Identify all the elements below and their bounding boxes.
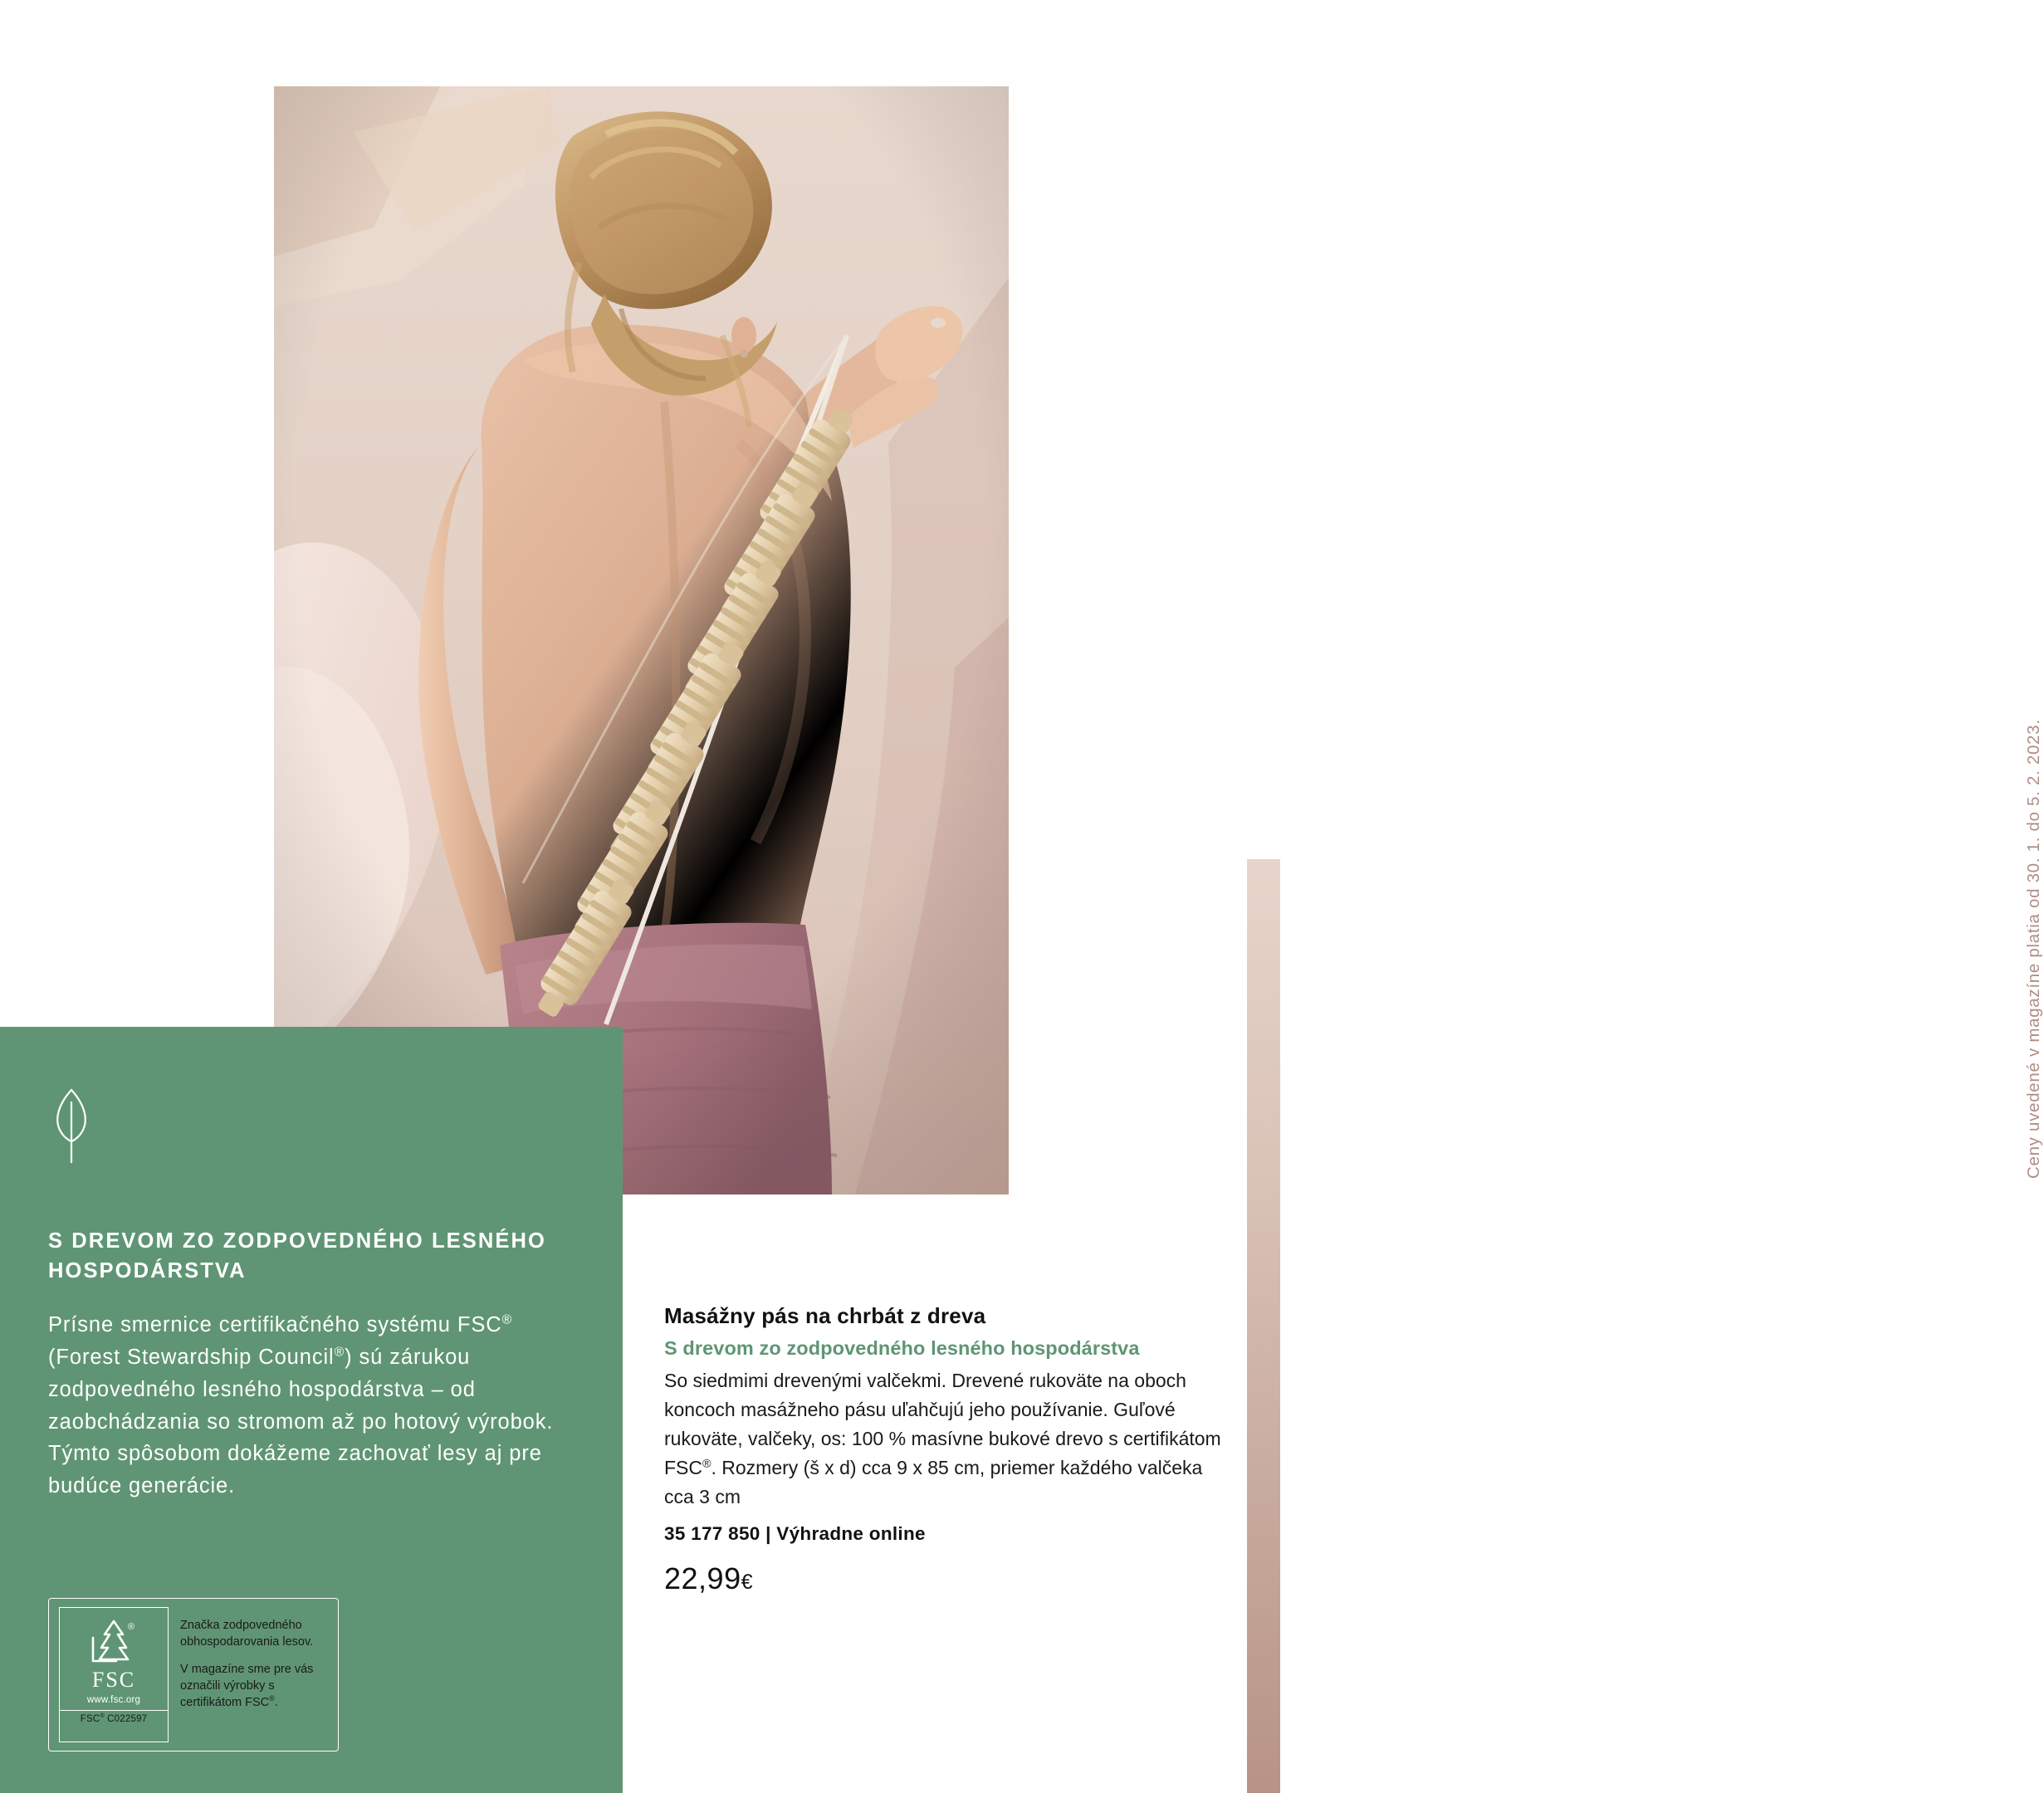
fsc-line-1: Značka zodpovedného obhospodarovania lesov. <box>180 1619 314 1649</box>
product-price <box>664 1561 1245 1596</box>
fsc-logo <box>59 1607 169 1742</box>
svg-text:®: ® <box>128 1622 135 1632</box>
price-currency: € <box>741 1570 753 1594</box>
product-title: Masážny pás na chrbát z dreva <box>664 1303 986 1328</box>
product-description: So siedmimi drevenými valčekmi. Drevené rukoväte na oboch koncoch masážneho pásu uľahčujú jeho používanie. Guľové rukoväte, valčeky, os: 100 % masívne bukové drevo s certifikátom FSC®. Rozmery (š x d) cca 9 x 85 cm, priemer každého valčeka cca 3 cm <box>664 1370 1221 1507</box>
validity-note: Ceny uvedené v magazíne platia od 30. 1. do 5. 2. 2023. <box>2024 719 2043 1179</box>
next-page-edge <box>1247 859 1280 1793</box>
fsc-line-2: V magazíne sme pre vás označili výrobky s certifikátom FSC®. <box>180 1663 314 1709</box>
fsc-wordmark: FSC <box>91 1668 136 1692</box>
panel-title: S DREVOM ZO ZODPOVEDNÉHO LESNÉHO HOSPODÁRSTVA <box>48 1229 546 1283</box>
panel-body: Prísne smernice certifikačného systému FSC® (Forest Stewardship Council®) sú zárukou zodpovedného lesného hospodárstva – od zaobchádzania so stromom až po hotový výrobok. Týmto spôsobom dokážeme zachovať lesy aj pre budúce generácie. <box>48 1312 554 1498</box>
product-info <box>664 1303 1245 1596</box>
price-value: 22,99 <box>664 1561 741 1595</box>
fsc-url: www.fsc.org <box>86 1695 141 1705</box>
product-subtitle: S drevom zo zodpovedného lesného hospodárstva <box>664 1337 1140 1359</box>
fsc-certificate-box <box>48 1598 339 1751</box>
product-code: 35 177 850 | Výhradne online <box>664 1522 926 1544</box>
leaf-icon <box>48 1085 575 1165</box>
fsc-code: FSC® C022597 <box>60 1710 168 1724</box>
fsc-description <box>169 1607 328 1742</box>
